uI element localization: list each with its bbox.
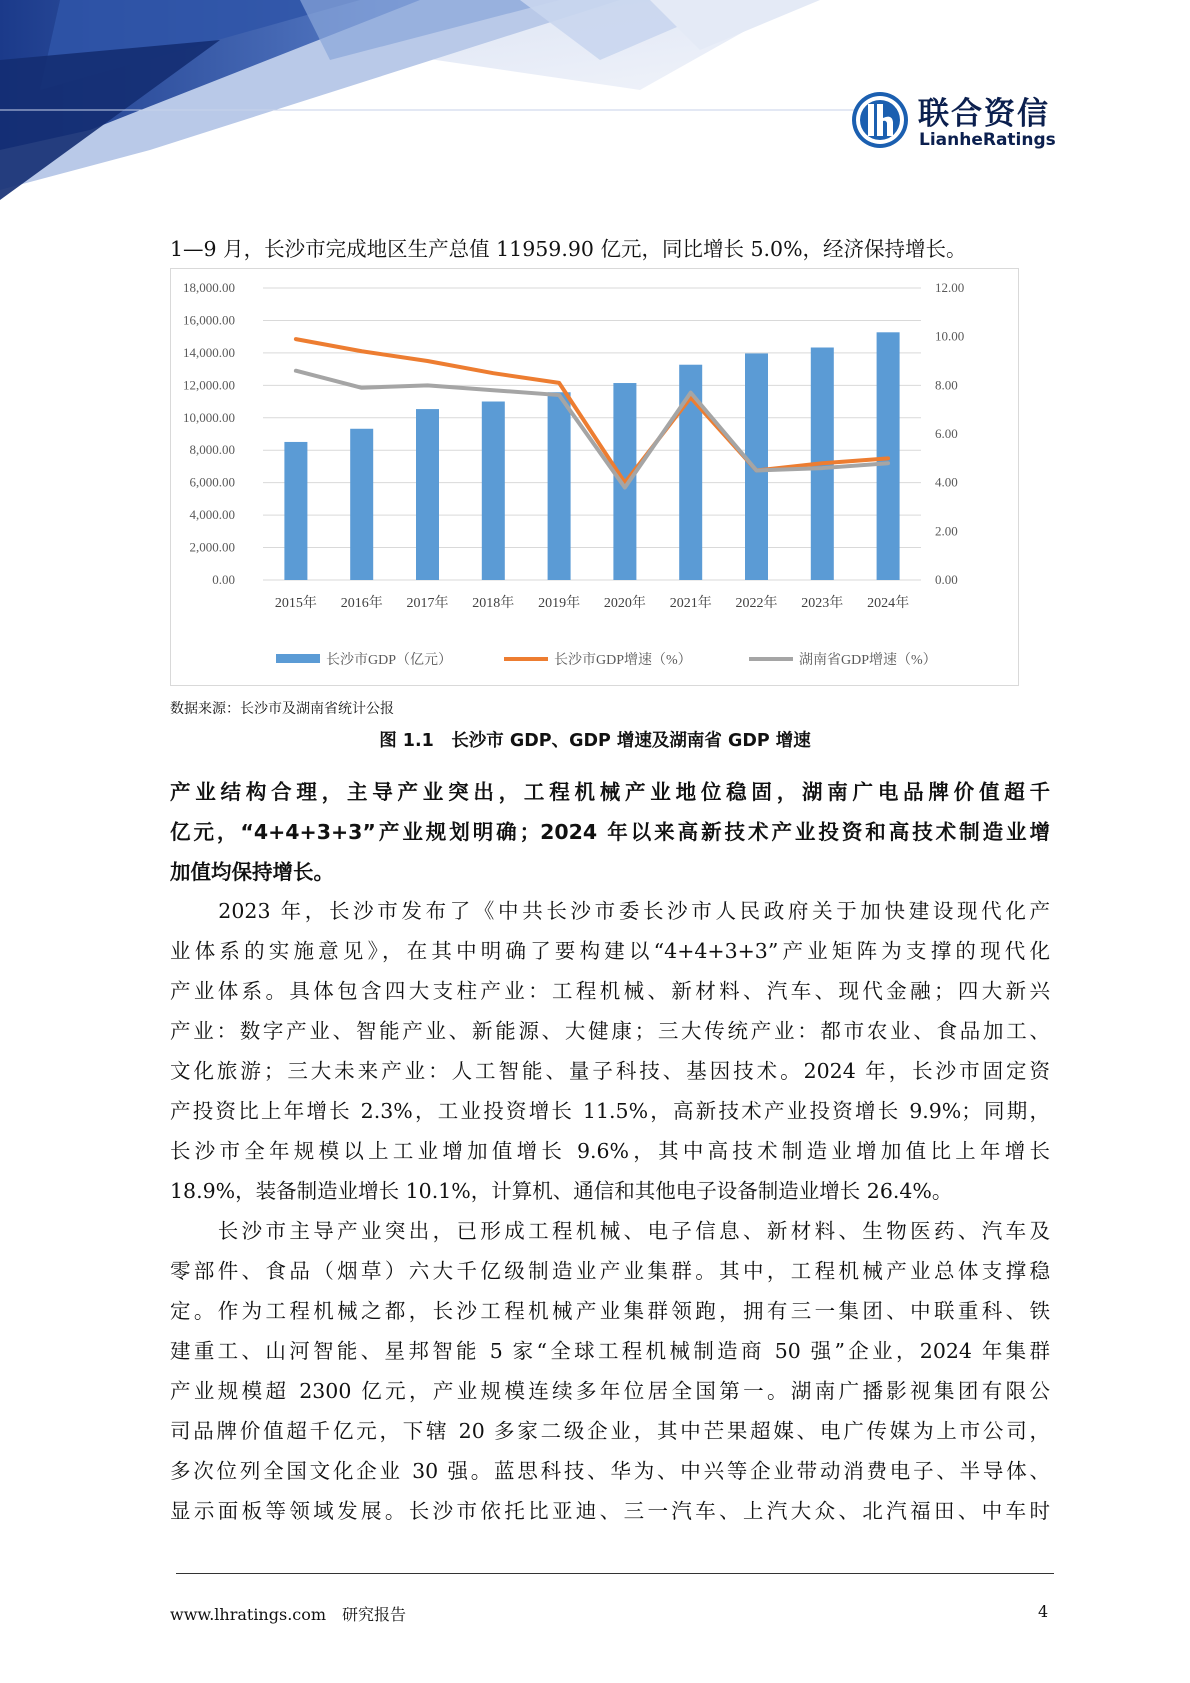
paragraph-leading-industries bbox=[170, 1211, 1050, 1531]
legend-label: 长沙市GDP增速（%） bbox=[554, 653, 692, 668]
data-source: 数据来源：长沙市及湖南省统计公报 bbox=[170, 701, 394, 717]
y-right-tick-label: 10.00 bbox=[935, 328, 965, 344]
paragraph-line: 业体系的实施意见》，在其中明确了要构建以“4+4+3+3”产业矩阵为支撑的现代化 bbox=[170, 939, 1050, 963]
paragraph-line: 18.9%，装备制造业增长 10.1%，计算机、通信和其他电子设备制造业增长 26.4%。 bbox=[170, 1179, 953, 1203]
y-right-tick-label: 4.00 bbox=[935, 474, 958, 490]
paragraph-line: 2023 年，长沙市发布了《中共长沙市委长沙市人民政府关于加快建设现代化产 bbox=[170, 899, 1050, 923]
legend-label: 长沙市GDP（亿元） bbox=[326, 653, 453, 668]
paragraph-line: 多次位列全国文化企业 30 强。蓝思科技、华为、中兴等企业带动消费电子、半导体、 bbox=[170, 1459, 1050, 1483]
x-tick-label: 2024年 bbox=[867, 596, 910, 611]
x-tick-label: 2022年 bbox=[735, 596, 778, 611]
hunan-growth-line bbox=[296, 371, 888, 488]
paragraph-line: 定。作为工程机械之都，长沙工程机械产业集群领跑，拥有三一集团、中联重科、铁 bbox=[170, 1299, 1050, 1323]
y-left-tick-label: 6,000.00 bbox=[189, 474, 235, 490]
gdp-bar bbox=[877, 332, 900, 580]
legend-label: 湖南省GDP增速（%） bbox=[799, 653, 937, 668]
gdp-bar bbox=[350, 429, 373, 580]
paragraph-line: 产业：数字产业、智能产业、新能源、大健康；三大传统产业：都市农业、食品加工、 bbox=[170, 1019, 1050, 1043]
y-left-tick-label: 12,000.00 bbox=[183, 377, 235, 393]
gdp-bar bbox=[548, 392, 571, 580]
section-lead-line: 产业结构合理，主导产业突出，工程机械产业地位稳固，湖南广电品牌价值超千 bbox=[170, 780, 1050, 804]
paragraph-line: 建重工、山河智能、星邦智能 5 家“全球工程机械制造商 50 强”企业，2024 年集群 bbox=[170, 1339, 1050, 1363]
paragraph-line: 产投资比上年增长 2.3%，工业投资增长 11.5%，高新技术产业投资增长 9.9%；同期， bbox=[170, 1099, 1050, 1123]
y-right-tick-label: 6.00 bbox=[935, 426, 958, 441]
x-tick-label: 2020年 bbox=[603, 596, 646, 611]
y-right-tick-label: 12.00 bbox=[935, 280, 965, 295]
footer-site-label: www.lhratings.com 研究报告 bbox=[170, 1605, 407, 1624]
figure-title: 图 1.1 长沙市 GDP、GDP 增速及湖南省 GDP 增速 bbox=[379, 731, 811, 751]
footer-divider bbox=[176, 1573, 1054, 1574]
x-tick-label: 2019年 bbox=[538, 596, 581, 611]
paragraph-line: 司品牌价值超千亿元，下辖 20 多家二级企业，其中芒果超媒、电广传媒为上市公司， bbox=[170, 1419, 1050, 1443]
x-tick-label: 2021年 bbox=[669, 596, 712, 611]
x-tick-label: 2015年 bbox=[274, 596, 317, 611]
gdp-bar bbox=[284, 442, 307, 580]
x-tick-label: 2016年 bbox=[340, 596, 383, 611]
lianhe-logo-icon bbox=[850, 90, 910, 150]
intro-paragraph: 1—9 月，长沙市完成地区生产总值 11959.90 亿元，同比增长 5.0%，经济保持增长。 bbox=[170, 237, 967, 261]
logo-english-name: LianheRatings bbox=[919, 130, 1056, 150]
y-left-tick-label: 4,000.00 bbox=[189, 507, 235, 523]
paragraph-line: 显示面板等领域发展。长沙市依托比亚迪、三一汽车、上汽大众、北汽福田、中车时 bbox=[170, 1499, 1050, 1523]
y-left-tick-label: 16,000.00 bbox=[183, 312, 235, 328]
gdp-bar bbox=[745, 353, 768, 580]
paragraph-line: 产业规模超 2300 亿元，产业规模连续多年位居全国第一。湖南广播影视集团有限公 bbox=[170, 1379, 1050, 1403]
y-left-tick-label: 10,000.00 bbox=[183, 409, 235, 425]
gdp-bar bbox=[416, 409, 439, 580]
x-tick-label: 2018年 bbox=[472, 596, 515, 611]
paragraph-line: 长沙市主导产业突出，已形成工程机械、电子信息、新材料、生物医药、汽车及 bbox=[170, 1219, 1050, 1243]
y-right-tick-label: 8.00 bbox=[935, 377, 958, 393]
y-right-tick-label: 0.00 bbox=[935, 572, 958, 587]
paragraph-line: 长沙市全年规模以上工业增加值增长 9.6%，其中高技术制造业增加值比上年增长 bbox=[170, 1139, 1050, 1163]
x-tick-label: 2023年 bbox=[801, 596, 844, 611]
x-tick-label: 2017年 bbox=[406, 596, 449, 611]
changsha-growth-line bbox=[296, 339, 888, 483]
gdp-chart-svg bbox=[171, 269, 1018, 685]
paragraph-line: 产业体系。具体包含四大支柱产业：工程机械、新材料、汽车、现代金融；四大新兴 bbox=[170, 979, 1050, 1003]
y-left-tick-label: 0.00 bbox=[212, 572, 235, 587]
y-left-tick-label: 2,000.00 bbox=[189, 539, 235, 555]
section-lead-line: 加值均保持增长。 bbox=[170, 860, 334, 884]
gdp-bar bbox=[482, 402, 505, 580]
page-number: 4 bbox=[1038, 1602, 1049, 1621]
brand-logo bbox=[850, 86, 1090, 156]
section-lead bbox=[170, 772, 1050, 892]
gdp-chart bbox=[170, 268, 1019, 686]
section-lead-line: 亿元，“4+4+3+3”产业规划明确；2024 年以来高新技术产业投资和高技术制造业增 bbox=[170, 820, 1050, 844]
y-left-tick-label: 8,000.00 bbox=[189, 442, 235, 458]
y-left-tick-label: 14,000.00 bbox=[183, 344, 235, 360]
paragraph-line: 文化旅游；三大未来产业：人工智能、量子科技、基因技术。2024 年，长沙市固定资 bbox=[170, 1059, 1050, 1083]
y-right-tick-label: 2.00 bbox=[935, 523, 958, 539]
y-left-tick-label: 18,000.00 bbox=[183, 280, 235, 295]
legend-swatch-bar bbox=[276, 654, 320, 663]
paragraph-line: 零部件、食品（烟草）六大千亿级制造业产业集群。其中，工程机械产业总体支撑稳 bbox=[170, 1259, 1050, 1283]
logo-chinese-name: 联合资信 bbox=[918, 96, 1050, 132]
paragraph-industry-system bbox=[170, 891, 1050, 1211]
